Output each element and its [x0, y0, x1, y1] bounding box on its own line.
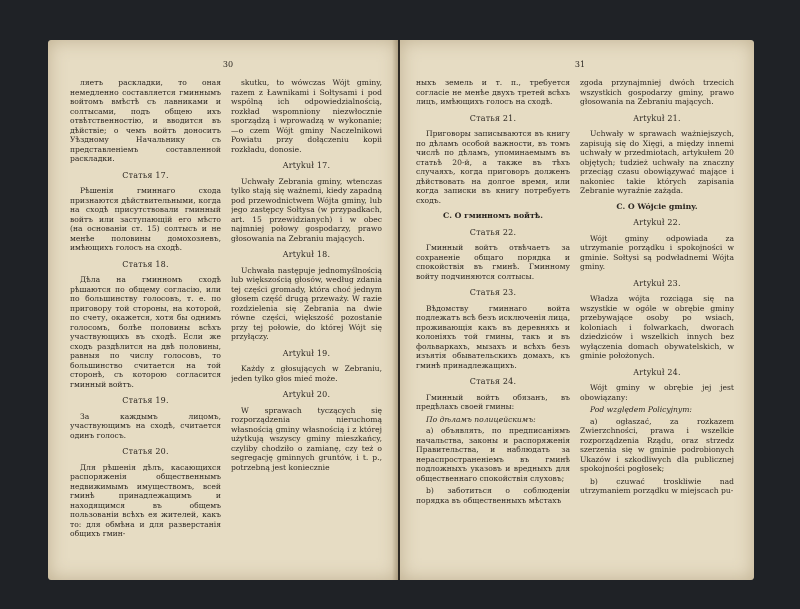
paragraph: Приговоры записываются въ книгу по дѣламъ особой важности, въ томъ числѣ по дѣламъ, упоминаемымъ въ статьѣ 20-й, а также въ тѣхъ случаяхъ, когда приговоръ долженъ дѣйствовать на долгое время, или когда записки въ книгу потребуетъ сходъ. — [416, 129, 570, 205]
paragraph: Uchwały w sprawach ważniejszych, zapisują się do Xięgi, a między innemi uchwały w przedmiotach, artykułem 20 objętych; tudzież uchwały na znaczny przeciąg czasu obowiązywać mające i nakoniec takie których zapisania Zebranie wyraźnie zażąda. — [580, 129, 734, 195]
paragraph: a) ogłaszać, za rozkazem Zwierzchności, prawa i wszelkie rozporządzenia Rządu, oraz strzedz szerzenia się w gminie podrobionych Ukazów i szkodliwych dla publicznej spokojności pogłosek; — [580, 416, 734, 473]
polish-column — [231, 78, 382, 568]
paragraph: skutku, to wówczas Wójt gminy, razem z Ławnikami i Sołtysami i pod wspólną ich odpowiedzialnością, rozkład wspomniony niezwłocznie sporządzą i wprowadzą w wykonanie;—o czem Wójt gminy Naczelnikowi Powiatu przy dołączeniu kopii rozkładu, donosie. — [231, 78, 382, 154]
article-heading: Статья 22. — [469, 227, 517, 237]
paragraph: Для рѣшенія дѣлъ, касающихся распоряженія общественнымъ недвижимымъ имуществомъ, всей гминѣ принадлежащимъ и находящимся въ общемъ пользованіи всѣхъ ея жителей, какъ то: для обмѣна и для разверстанія общихъ гмин- — [70, 462, 221, 538]
paragraph: Władza wójta rozciąga się na wszystkie w ogóle w obrębie gminy przebywające osoby po wsiach, koloniach i folwarkach, dworach dziedziców i wszelkich innych bez wyłączenia domach obywatelskich, w gminie położonych. — [580, 294, 734, 360]
section-heading: C. O Wójcie gminy. — [616, 201, 698, 211]
article-heading: Artykuł 23. — [633, 278, 681, 288]
subheading: По дѣламъ полицейскимъ: — [426, 414, 536, 424]
russian-column — [70, 78, 221, 568]
page-number: 31 — [574, 60, 586, 69]
book-spread — [40, 40, 762, 580]
article-heading: Artykuł 22. — [633, 218, 681, 227]
paragraph: Гминный войтъ отвѣчаетъ за сохраненіе общаго порядка и спокойствія въ гминѣ. Гминному войту подчиняются солтысы. — [416, 243, 570, 281]
paragraph: Wójt gminy w obrębie jej jest obowiązany: — [580, 383, 734, 402]
left-page — [48, 40, 398, 580]
paragraph: Вѣдомству гминнаго войта подлежатъ всѣ безъ исключенія лица, проживающія какъ въ деревняхъ и колоніяхъ той гмины, такъ и въ фольваркахъ, мызахъ и всѣхъ безъ изъятія обывательскихъ домахъ, къ гминѣ принадлежащихъ. — [416, 303, 570, 370]
article-heading: Статья 21. — [469, 113, 517, 123]
article-heading: Artykuł 19. — [282, 348, 331, 358]
paragraph: ныхъ земель и т. п., требуется согласіе не менѣе двухъ третей всѣхъ лицъ, имѣющихъ голосъ на сходѣ. — [416, 78, 570, 106]
paragraph: Uchwały Zebrania gminy, wtenczas tylko stają się ważnemi, kiedy zapadną pod przewodnictwem Wójta gminy, lub jego zastępcy Sołtysa (w przypadkach, art. 15 przewidzianych) i w obec najmniej połowy gospodarzy, prawo głosowania na Zebraniu mających. — [231, 176, 382, 243]
paragraph: Гминный войтъ обязанъ, въ предѣлахъ своей гмины: — [416, 392, 570, 411]
paragraph: Uchwała następuje jednomyślnością lub większością głosów, według zdania tej części gromady, która choć jednym głosem część drugą przeważy. W razie rozdzielenia się Zebrania na dwie równe części, większość pozostanie przy tej połowie, do której Wójt się przyłączy. — [231, 265, 382, 341]
article-heading: Artykuł 21. — [633, 113, 681, 123]
article-heading: Статья 18. — [122, 259, 169, 269]
paragraph: Wójt gminy odpowiada za utrzymanie porządku i spokojności w gminie. Sołtysi są podwładnemi Wójta gminy. — [580, 233, 734, 271]
paragraph: За каждымъ лицомъ, участвующимъ на сходѣ, считается одинъ голосъ. — [70, 411, 221, 440]
subheading: Pod względem Policyjnym: — [590, 405, 692, 414]
article-heading: Artykuł 18. — [282, 250, 331, 259]
paragraph: а) объявлять, по предписаніямъ начальства, законы и распоряженія Правительства, и наблюдать за нераспространеніемъ въ гминѣ подложныхъ указовъ и вредныхъ для общественнаго спокойствія слуховъ; — [416, 426, 570, 483]
section-heading: С. О гминномъ войтѣ. — [443, 211, 543, 220]
paragraph: Рѣшенія гминнаго схода признаются дѣйствительными, когда на сходѣ присутствовали гминный войтъ или заступающій его мѣсто (на основаніи ст. 15) солтысъ и не менѣе половины домохозяевъ, имѣющихъ голосъ на сходѣ. — [70, 186, 221, 252]
page-number: 30 — [222, 60, 234, 69]
right-page — [400, 40, 754, 580]
article-heading: Artykuł 17. — [282, 161, 331, 170]
paragraph: W sprawach tyczących się rozporządzenia nieruchomą własnością gminy własnością i z której użytkują wszyscy gminy mieszkańcy, czyliby chodziło o zamianę, czy też o segregację gminnych gruntów, i t. p., potrzebną jest koniecznie — [231, 405, 382, 472]
article-heading: Статья 24. — [469, 377, 517, 386]
article-heading: Статья 17. — [122, 170, 169, 180]
paragraph: zgoda przynajmniej dwóch trzecich wszystkich gospodarzy gminy, prawo głosowania na Zebraniu mających. — [580, 78, 734, 106]
article-heading: Artykuł 24. — [633, 367, 681, 377]
russian-column — [416, 78, 570, 568]
article-heading: Статья 20. — [122, 447, 169, 456]
paragraph: b) czuwać troskliwie nad utrzymaniem porządku w miejscach pu- — [580, 476, 734, 495]
article-heading: Статья 19. — [122, 396, 169, 405]
article-heading: Artykuł 20. — [282, 390, 331, 399]
polish-column — [580, 78, 734, 568]
paragraph: b) заботиться о соблюденіи порядка въ общественныхъ мѣстахъ — [416, 486, 570, 505]
paragraph: Дѣла на гминномъ сходѣ рѣшаются по общему согласію, или по большинству голосовъ, т. е. по приговору той стороны, на которой, по счету, окажется, хотя бы однимъ голосомъ, болѣе половины всѣхъ участвующихъ въ сходѣ. Если же сходъ раздѣлится на двѣ половины, равныя по числу голосовъ, то большинство считается на той сторонѣ, съ которою согласится гминный войтъ. — [70, 275, 221, 389]
paragraph: Każdy z głosujących w Zebraniu, jeden tylko głos mieć może. — [231, 364, 382, 383]
article-heading: Статья 23. — [469, 288, 517, 297]
paragraph: ляетъ раскладки, то оная немедленно составляется гминнымъ войтомъ вмѣстѣ съ лавниками и солтысами, подъ общею ихъ отвѣтственностію, и вводится въ дѣйствіе; о чемъ войтъ доноситъ Уѣздному Начальнику съ представленіемъ составленной раскладки. — [70, 78, 221, 163]
